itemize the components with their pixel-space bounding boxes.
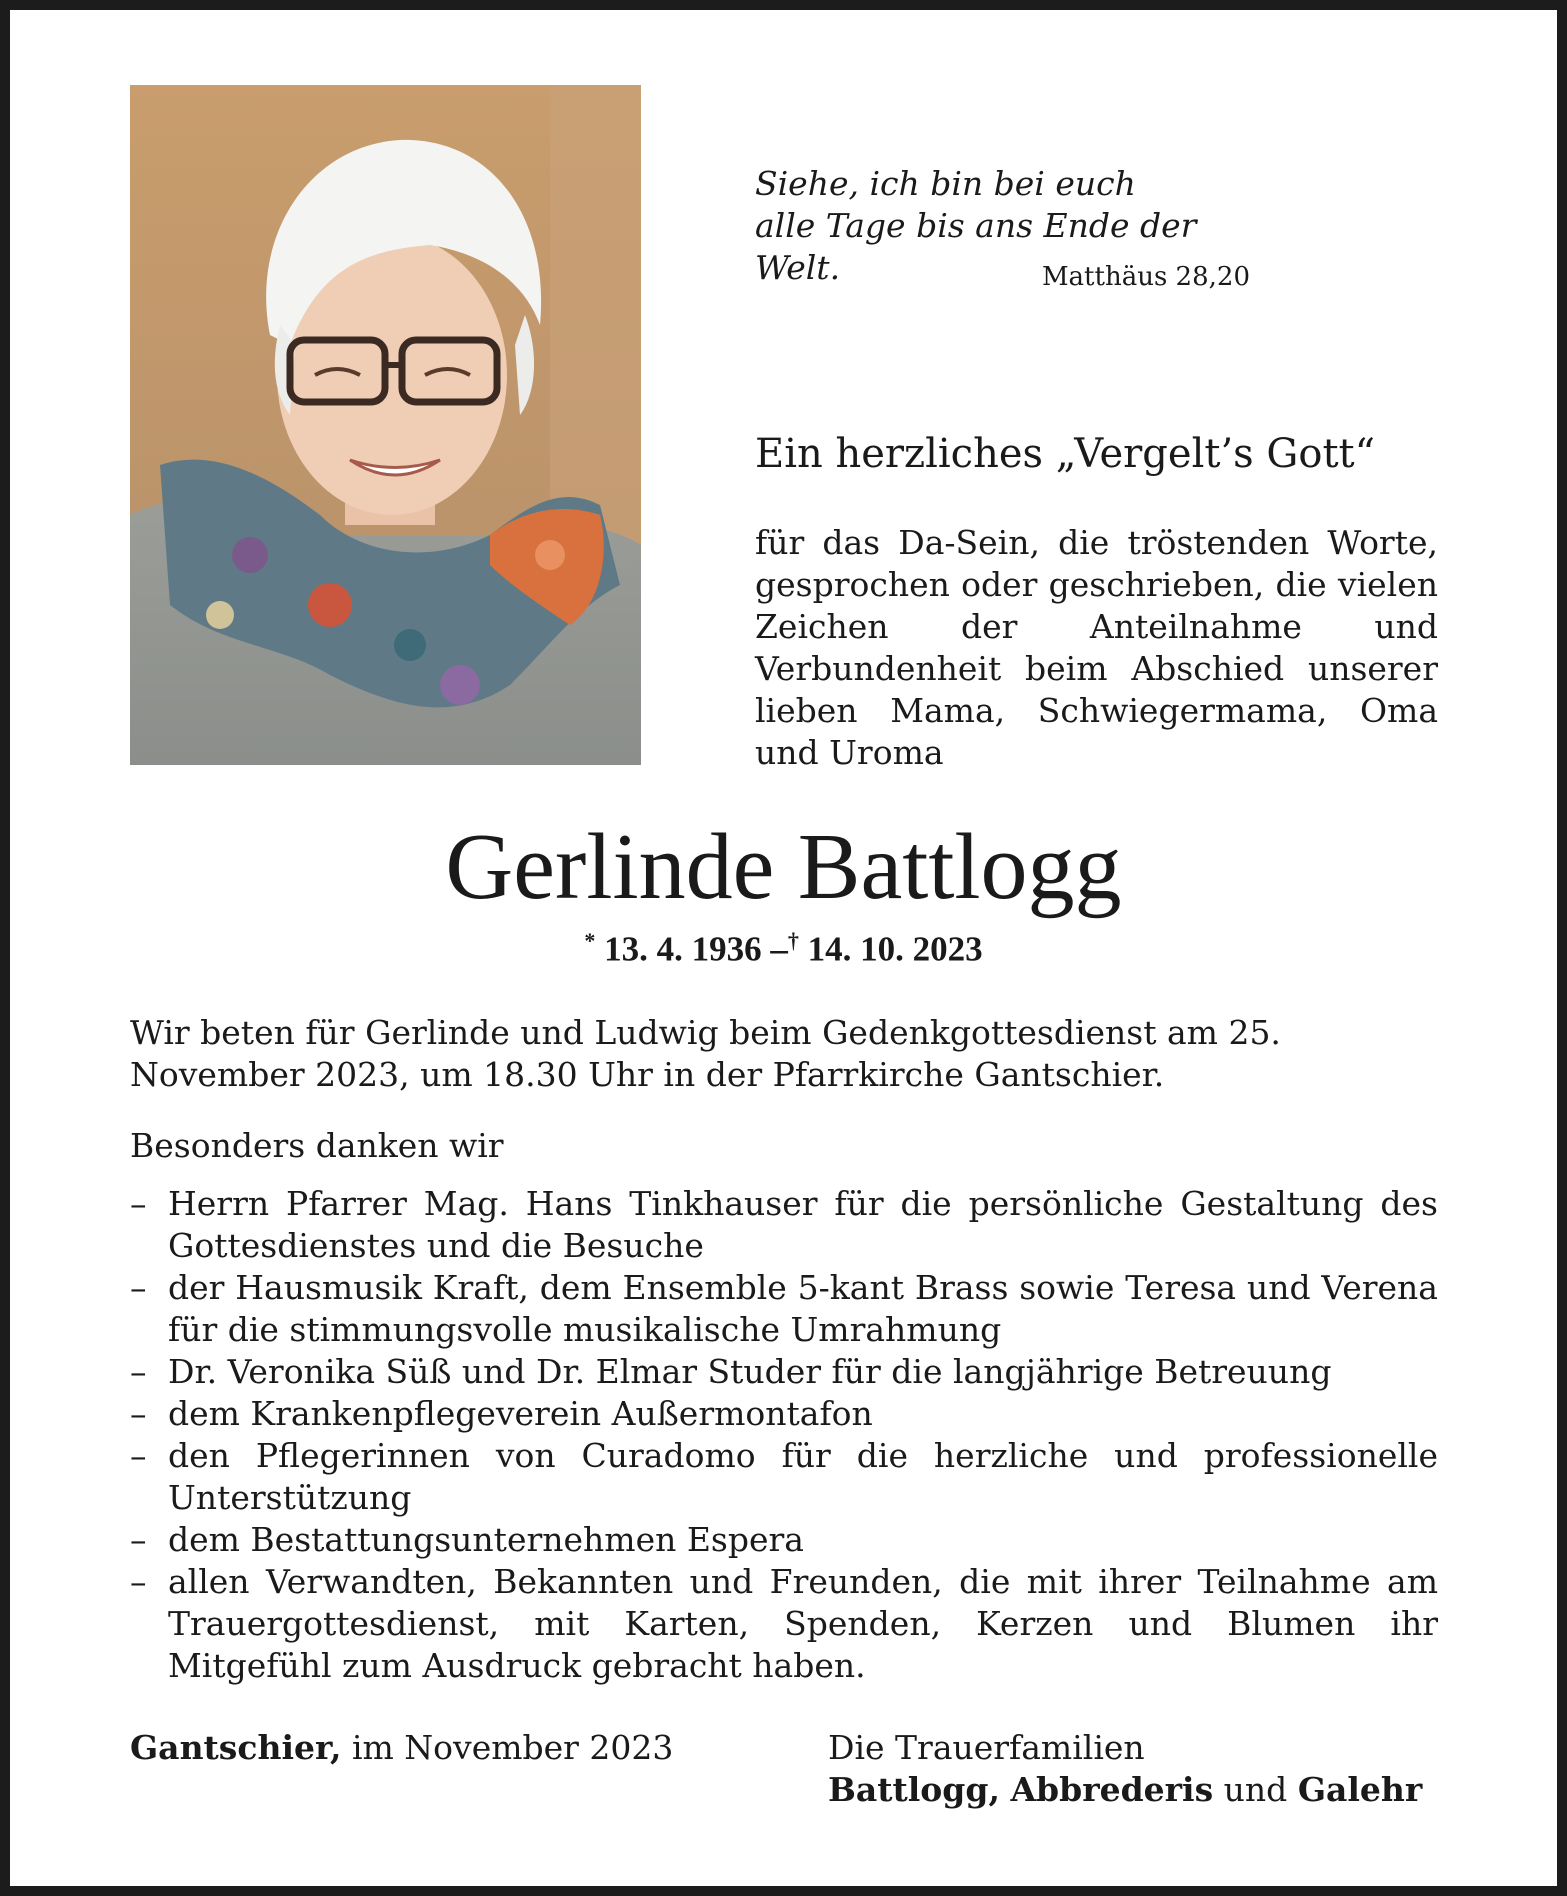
list-item: – Dr. Veronika Süß und Dr. Elmar Studer für die langjährige Betreuung [130, 1351, 1438, 1393]
special-thanks-intro: Besonders danken wir [130, 1126, 504, 1165]
death-date: 14. 10. 2023 [807, 929, 983, 969]
birth-symbol: * [584, 928, 596, 953]
life-dates [0, 928, 1567, 970]
special-thanks-list [130, 1183, 1438, 1687]
list-item: – Herrn Pfarrer Mag. Hans Tinkhauser für die persönliche Gestaltung des Gottesdienstes und die Besuche [130, 1183, 1438, 1267]
list-item: – allen Verwandten, Bekannten und Freunden, die mit ihrer Teilnahme am Trauergottesdienst, mit Karten, Spenden, Kerzen und Blumen ihr Mitgefühl zum Ausdruck gebracht haben. [130, 1561, 1438, 1687]
family-intro: Die Trauerfamilien [828, 1728, 1145, 1767]
family-and: und [1223, 1770, 1288, 1809]
deceased-name: Gerlinde Battlogg [445, 815, 1122, 919]
portrait-illustration [130, 85, 641, 765]
list-item: – dem Krankenpflegeverein Außermontafon [130, 1393, 1438, 1435]
family-name-3: Galehr [1297, 1770, 1423, 1809]
date-separator: – [770, 929, 788, 969]
thanks-heading: Ein herzliches „Vergelt’s Gott“ [755, 431, 1376, 477]
family-name-1: Battlogg, [828, 1770, 1000, 1809]
quote-line-1: Siehe, ich bin bei euch [755, 164, 1136, 203]
place-name: Gantschier, [130, 1728, 342, 1767]
list-item: – der Hausmusik Kraft, dem Ensemble 5-kant Brass sowie Teresa und Verena für die stimmungsvolle musikalische Umrahmung [130, 1267, 1438, 1351]
quote-reference: Matthäus 28,20 [1041, 262, 1250, 292]
death-symbol: † [787, 928, 799, 953]
birth-date: 13. 4. 1936 [604, 929, 762, 969]
memorial-service-text: Wir beten für Gerlinde und Ludwig beim Gedenkgottesdienst am 25. November 2023, um 18.30 Uhr in der Pfarrkirche Gantschier. [130, 1013, 1281, 1094]
quote-line-2: alle Tage bis ans Ende der Welt. [755, 206, 1197, 287]
place-and-date [130, 1727, 730, 1769]
list-item: – dem Bestattungsunternehmen Espera [130, 1519, 1438, 1561]
family-names [828, 1769, 1448, 1811]
list-item: – den Pflegerinnen von Curadomo für die herzliche und professionelle Unterstützung [130, 1435, 1438, 1519]
family-name-2: Abbrederis [1010, 1770, 1214, 1809]
portrait-photo [130, 85, 641, 765]
thanks-body: für das Da-Sein, die tröstenden Worte, gesprochen oder geschrieben, die vielen Zeichen der Anteilnahme und Verbundenheit beim Abschied unserer lieben Mama, Schwiegermama, Oma und Uroma [755, 523, 1438, 772]
mourning-families [828, 1727, 1448, 1811]
place-date: im November 2023 [341, 1728, 674, 1767]
